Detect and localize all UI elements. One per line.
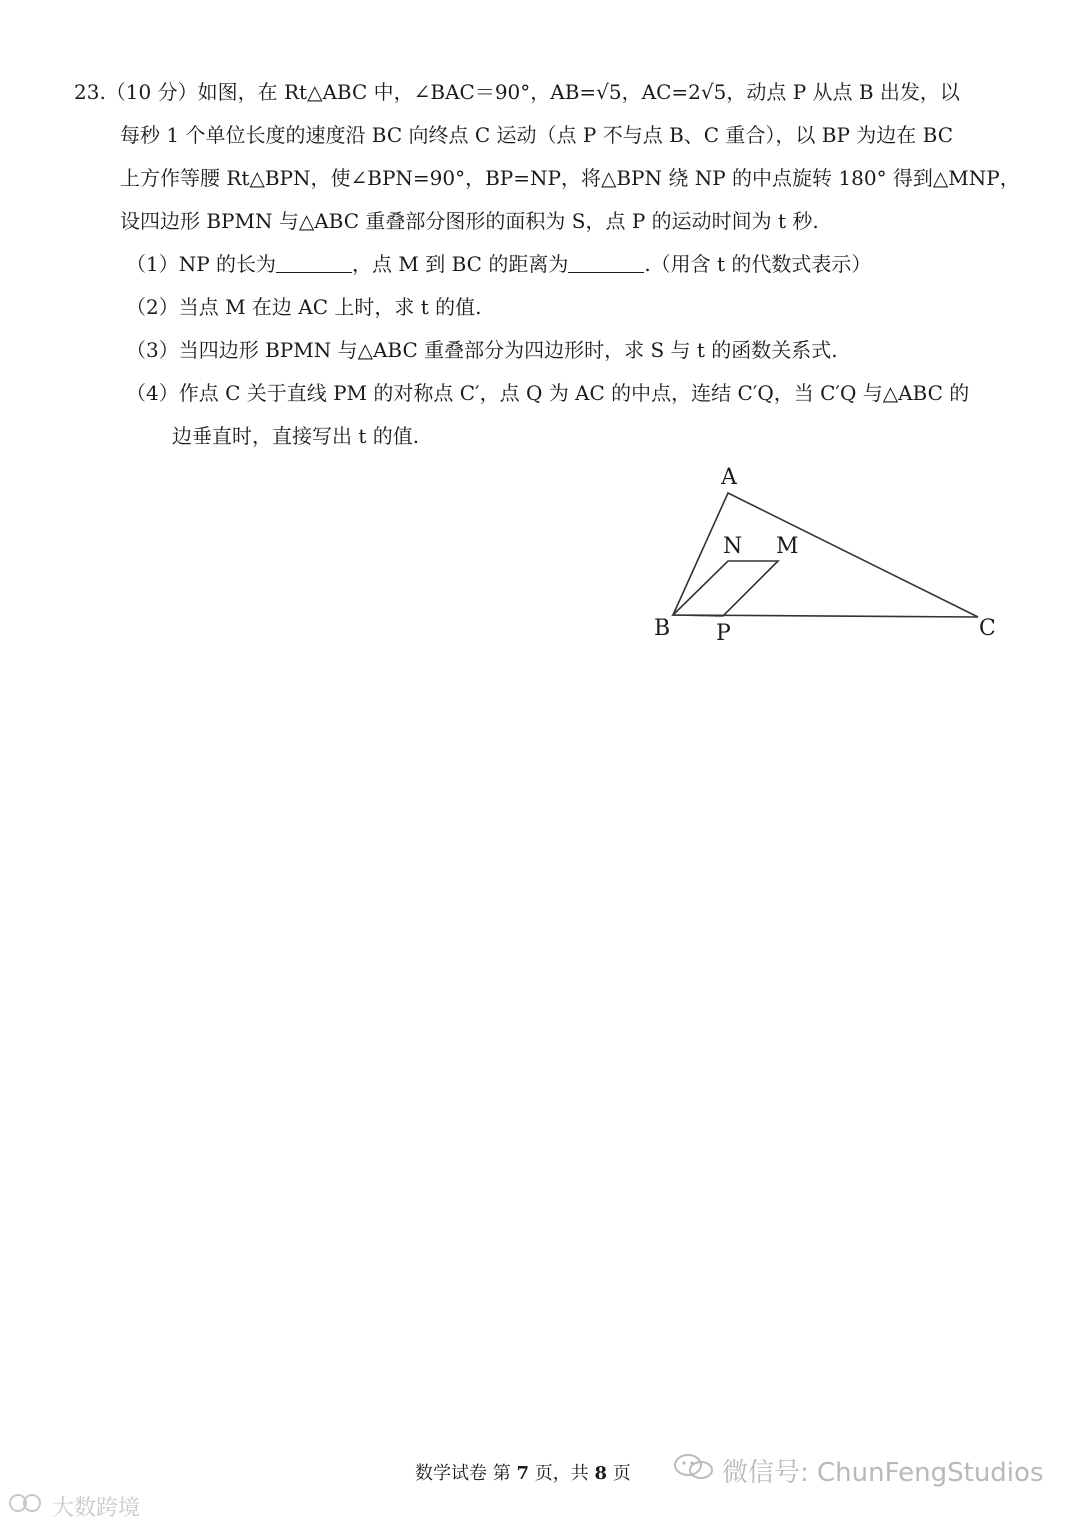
problem-statement-line-1: 23.（10 分）如图，在 Rt△ABC 中，∠BAC＝90°，AB=√5，AC=2√5，动点 P 从点 B 出发，以 [74,80,960,104]
wechat-watermark [672,1452,1043,1489]
brand-watermark [8,1490,140,1522]
footer-suffix: 页 [606,1463,631,1484]
wechat-watermark-text: 微信号: ChunFengStudios [722,1458,1044,1488]
label-a: A [721,465,737,490]
label-c: C [979,616,996,641]
page-footer [415,1462,631,1486]
problem-statement-line-2: 每秒 1 个单位长度的速度沿 BC 向终点 C 运动（点 P 不与点 B、C 重合），以 BP 为边在 BC [120,123,954,147]
brand-logo-icon [8,1490,48,1522]
problem-statement-line-4: 设四边形 BPMN 与△ABC 重叠部分图形的面积为 S，点 P 的运动时间为 t 秒. [120,209,819,233]
label-b: B [654,616,671,641]
question-1-text-a: （1）NP 的长为 [126,252,277,276]
question-3: （3）当四边形 BPMN 与△ABC 重叠部分为四边形时，求 S 与 t 的函数关系式. [126,338,838,362]
parallelogram-bpmn [673,561,778,616]
brand-watermark-text: 大数跨境 [52,1495,141,1521]
wechat-icon [672,1452,716,1489]
question-4-line-2: 边垂直时，直接写出 t 的值. [172,424,420,448]
label-m: M [776,534,799,559]
footer-prefix: 数学试卷 第 [415,1463,517,1484]
question-1 [126,250,871,278]
triangle-abc [673,493,978,617]
answer-blank-np [276,252,352,273]
question-1-text-b: ，点 M 到 BC 的距离为 [352,252,569,276]
question-1-text-c: .（用含 t 的代数式表示） [644,252,872,276]
label-p: P [716,621,731,646]
label-n: N [723,534,743,559]
footer-middle: 页，共 [528,1463,595,1484]
geometry-figure [640,455,1020,655]
question-4-line-1: （4）作点 C 关于直线 PM 的对称点 C′，点 Q 为 AC 的中点，连结 C′Q，当 C′Q 与△ABC 的 [126,381,970,405]
answer-blank-distance [568,252,644,273]
footer-page-number: 7 [516,1463,529,1484]
problem-statement-line-3: 上方作等腰 Rt△BPN，使∠BPN=90°，BP=NP，将△BPN 绕 NP 的中点旋转 180° 得到△MNP， [120,166,1020,190]
question-2: （2）当点 M 在边 AC 上时，求 t 的值. [126,295,482,319]
footer-total-pages: 8 [594,1463,607,1484]
triangle-diagram [640,455,1020,655]
